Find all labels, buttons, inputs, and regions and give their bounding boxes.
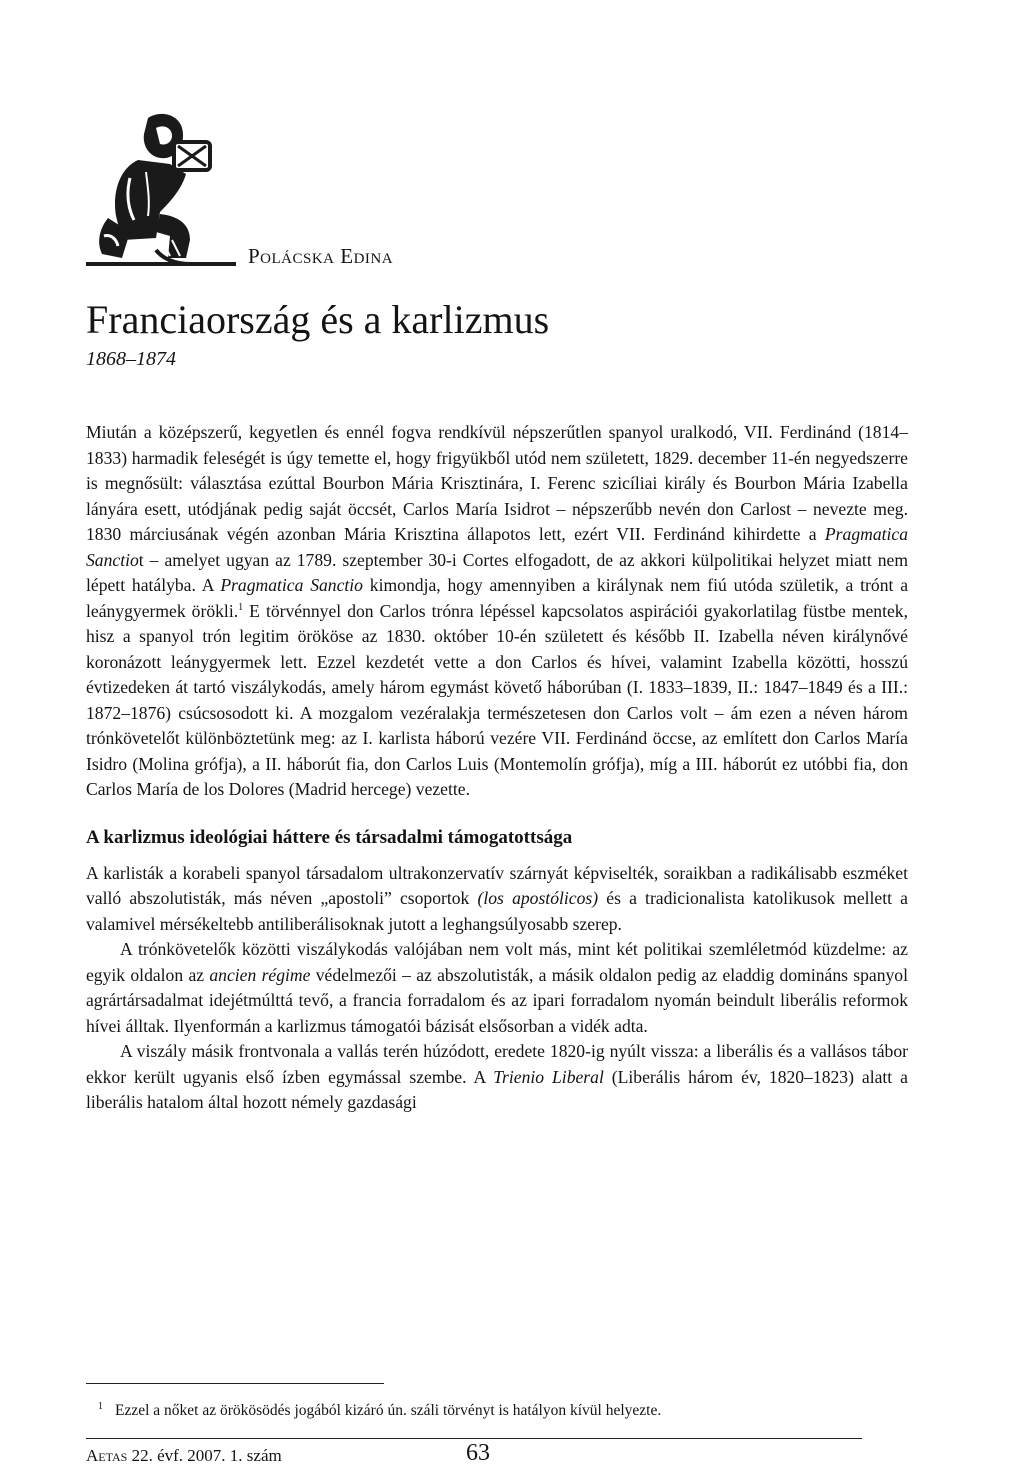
author-name: Polácska Edina bbox=[248, 244, 394, 268]
footer-divider bbox=[86, 1438, 862, 1439]
footnote-divider bbox=[86, 1383, 384, 1384]
paragraph-4: A viszály másik frontvonala a vallás terén húzódott, eredete 1820-ig nyúlt vissza: a liberális és a vallásos tábor ekkor került ugyanis első ízben egymással szembe. A Trienio Liberal (Liberális három év, 1820–1823) alatt a liberális hatalom által hozott némely gazdasági bbox=[86, 1041, 908, 1112]
footnote-text: Ezzel a nőket az örökösödés jogából kizáró ún. száli törvényt is hatályon kívül helyezte. bbox=[115, 1402, 662, 1420]
paragraph-1: Miután a középszerű, kegyetlen és ennél fogva rendkívül népszerűtlen spanyol uralkodó, VII. Ferdinánd (1814–1833) harmadik feleségét is úgy temette el, hogy frigyükből utód nem született, 1829. december 11-én negyedszerre is megnősült: választása ezúttal Bourbon Mária Krisztinára, I. Ferenc szicíliai király és Bourbon Mária Izabella lányára esett, utódjának pedig saját öccsét, Carlos María Isidrot – népszerűbb nevén don Carlost – nevezte meg. 1830 márciusának végén azonban Mária Krisztina állapotos lett, ezért VII. Ferdinánd kihirdette a Pragmatica Sanctiot – amelyet ugyan az 1789. szeptember 30-i Cortes elfogadott, de az akkori külpolitikai helyzet miatt nem lépett hatályba. A Pragmatica Sanctio kimondja, hogy amennyiben a királynak nem fiú utóda születik, a trónt a leánygyermek örökli.$^1$ E törvénnyel don Carlos trónra lépéssel kapcsolatos aspirációi gyakorlatilag füstbe mentek, hisz a spanyol trón legitim örököse az 1830. október 10-én született és később II. Izabella néven királynővé koronázott leánygyermek lett. Ezzel kezdetét vette a don Carlos és hívei, valamint Izabella közötti, hosszú évtizedeken át tartó viszálykodás, amely három egymást követő háborúban (I. 1833–1839, II.: 1847–1849 és a III.: 1872–1876) csúcsosodott ki. A mozgalom vezéralakja természetesen don Carlos volt – ám ezen a néven három trónkövetelőt különböztetünk meg: az I. karlista háború vezére VII. Ferdinánd öccse, az említett don Carlos María Isidro (Molina grófja), a II. háborút fia, don Carlos Luis (Montemolín grófja), míg a III. háborút ez utóbbi fia, don Carlos María de los Dolores (Madrid hercege) vezette. bbox=[86, 422, 909, 799]
article-dates: 1868–1874 bbox=[86, 348, 176, 370]
man-with-drum-woodcut-icon bbox=[86, 108, 236, 276]
journal-name: Aetas bbox=[86, 1446, 128, 1465]
footnote bbox=[86, 1401, 908, 1420]
journal-issue: 22. évf. 2007. 1. szám bbox=[131, 1446, 282, 1465]
page-number: 63 bbox=[466, 1440, 490, 1466]
paragraph-3: A trónkövetelők közötti viszálykodás valójában nem volt más, mint két politikai szemléletmód küzdelme: az egyik oldalon az ancien régime védelmezői – az abszolutisták, a másik oldalon pedig az eladdig domináns spanyol agrártársadalmat idejétmúlttá tevő, a francia forradalom és az ipari forradalom nyomán beindult liberális reformok hívei álltak. Ilyenformán a karlizmus támogatói bázisát elsősorban a vidék adta. bbox=[86, 939, 908, 1036]
journal-reference bbox=[86, 1446, 282, 1466]
paragraph-2: A karlisták a korabeli spanyol társadalom ultrakonzervatív szárnyát képviselték, soraikban a radikálisabb eszméket valló abszolutisták, más néven „apostoli” csoportok (los apostólicos) és a tradicionalista katolikusok mellett a valamivel mérsékeltebb antiliberálisoknak jutott a leghangsúlyosabb szerep. bbox=[86, 862, 908, 934]
section-heading: A karlizmus ideológiai háttere és társadalmi támogatottsága bbox=[86, 826, 573, 848]
article-title: Franciaország és a karlizmus bbox=[86, 297, 550, 342]
footnote-mark: 1 bbox=[98, 1401, 103, 1412]
article-body bbox=[86, 420, 908, 1116]
footnote-ref[interactable]: 1 bbox=[238, 601, 244, 613]
